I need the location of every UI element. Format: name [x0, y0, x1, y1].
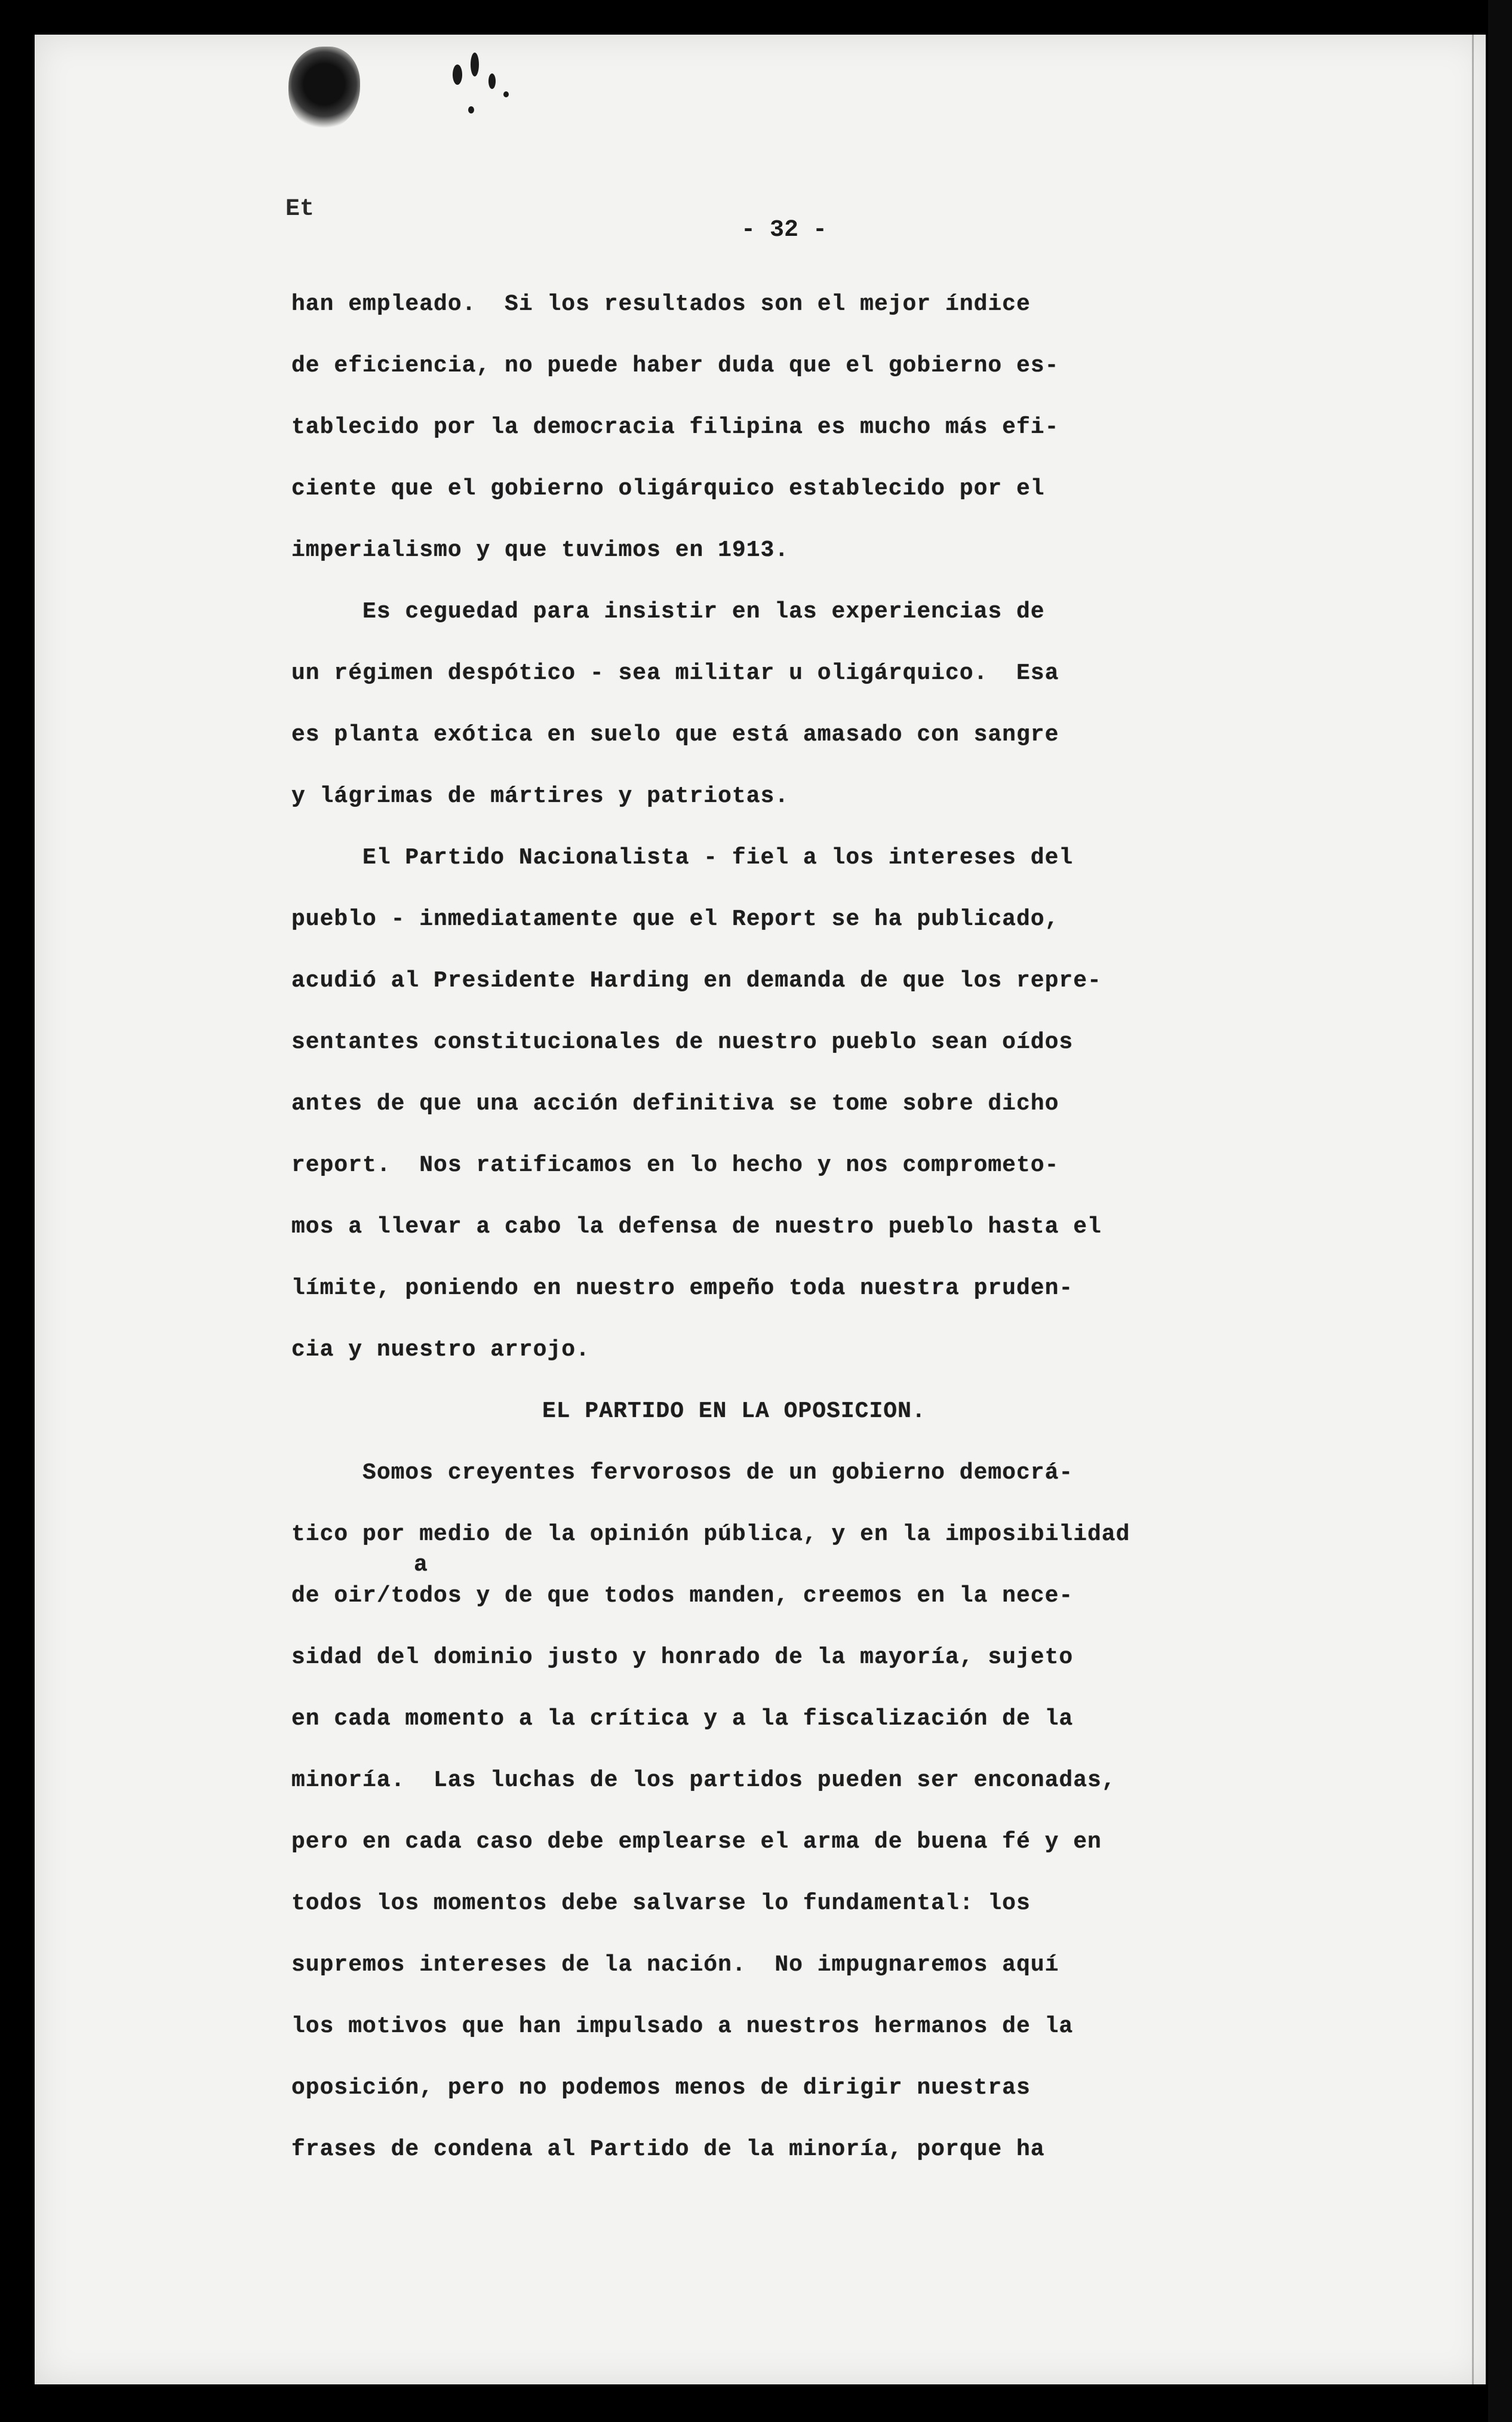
- text-line: imperialismo y que tuvimos en 1913.: [291, 537, 789, 563]
- text-line: cia y nuestro arrojo.: [291, 1337, 590, 1363]
- text-line: sentantes constitucionales de nuestro pueblo sean oídos: [291, 1029, 1074, 1055]
- body-text: [291, 273, 1366, 2180]
- film-edge: [1488, 0, 1512, 2422]
- text-line: un régimen despótico - sea militar u oligárquico. Esa: [291, 660, 1059, 686]
- section-heading: EL PARTIDO EN LA OPOSICION.: [542, 1399, 926, 1424]
- ink-spatter-mark: [447, 41, 530, 148]
- text-line: report. Nos ratificamos en lo hecho y nos comprometo-: [291, 1152, 1059, 1178]
- text-line: en cada momento a la crítica y a la fiscalización de la: [291, 1706, 1074, 1732]
- handwritten-insertion: a: [414, 1552, 428, 1578]
- text-line: han empleado. Si los resultados son el mejor índice: [291, 291, 1031, 317]
- text-line: minoría. Las luchas de los partidos pueden ser enconadas,: [291, 1768, 1116, 1793]
- page-label: Et: [285, 196, 315, 223]
- text-line: pero en cada caso debe emplearse el arma de buena fé y en: [291, 1829, 1102, 1855]
- text-line: Somos creyentes fervorosos de un gobierno democrá-: [291, 1460, 1074, 1486]
- text-line: El Partido Nacionalista - fiel a los intereses del: [291, 845, 1074, 871]
- text-line: es planta exótica en suelo que está amasado con sangre: [291, 722, 1059, 748]
- text-line: y lágrimas de mártires y patriotas.: [291, 783, 789, 809]
- text-line: de oir/todos y de que todos manden, creemos en la nece-: [291, 1583, 1074, 1609]
- text-line: ciente que el gobierno oligárquico establecido por el: [291, 476, 1045, 502]
- text-line: tico por medio de la opinión pública, y en la imposibilidad: [291, 1522, 1130, 1547]
- page-fold-line: [1472, 35, 1474, 2384]
- line-with-insertion: [291, 1552, 1366, 1627]
- text-line: antes de que una acción definitiva se tome sobre dicho: [291, 1091, 1059, 1117]
- ink-blot-mark: [288, 47, 360, 130]
- text-line: Es ceguedad para insistir en las experiencias de: [291, 599, 1045, 625]
- text-line: tablecido por la democracia filipina es mucho más efi-: [291, 414, 1059, 440]
- text-line: supremos intereses de la nación. No impugnaremos aquí: [291, 1952, 1059, 1978]
- text-line: mos a llevar a cabo la defensa de nuestro pueblo hasta el: [291, 1214, 1102, 1240]
- page-number: - 32 -: [740, 217, 828, 244]
- text-line: acudió al Presidente Harding en demanda de que los repre-: [291, 968, 1102, 994]
- text-line: frases de condena al Partido de la minoría, porque ha: [291, 2137, 1045, 2162]
- text-line: todos los momentos debe salvarse lo fundamental: los: [291, 1891, 1031, 1916]
- text-line: límite, poniendo en nuestro empeño toda nuestra pruden-: [291, 1275, 1074, 1301]
- text-line: pueblo - inmediatamente que el Report se ha publicado,: [291, 906, 1059, 932]
- text-line: sidad del dominio justo y honrado de la mayoría, sujeto: [291, 1645, 1074, 1670]
- text-line: los motivos que han impulsado a nuestros hermanos de la: [291, 2014, 1074, 2039]
- text-line: de eficiencia, no puede haber duda que el gobierno es-: [291, 353, 1059, 379]
- document-page: [35, 35, 1486, 2384]
- text-line: oposición, pero no podemos menos de dirigir nuestras: [291, 2075, 1031, 2101]
